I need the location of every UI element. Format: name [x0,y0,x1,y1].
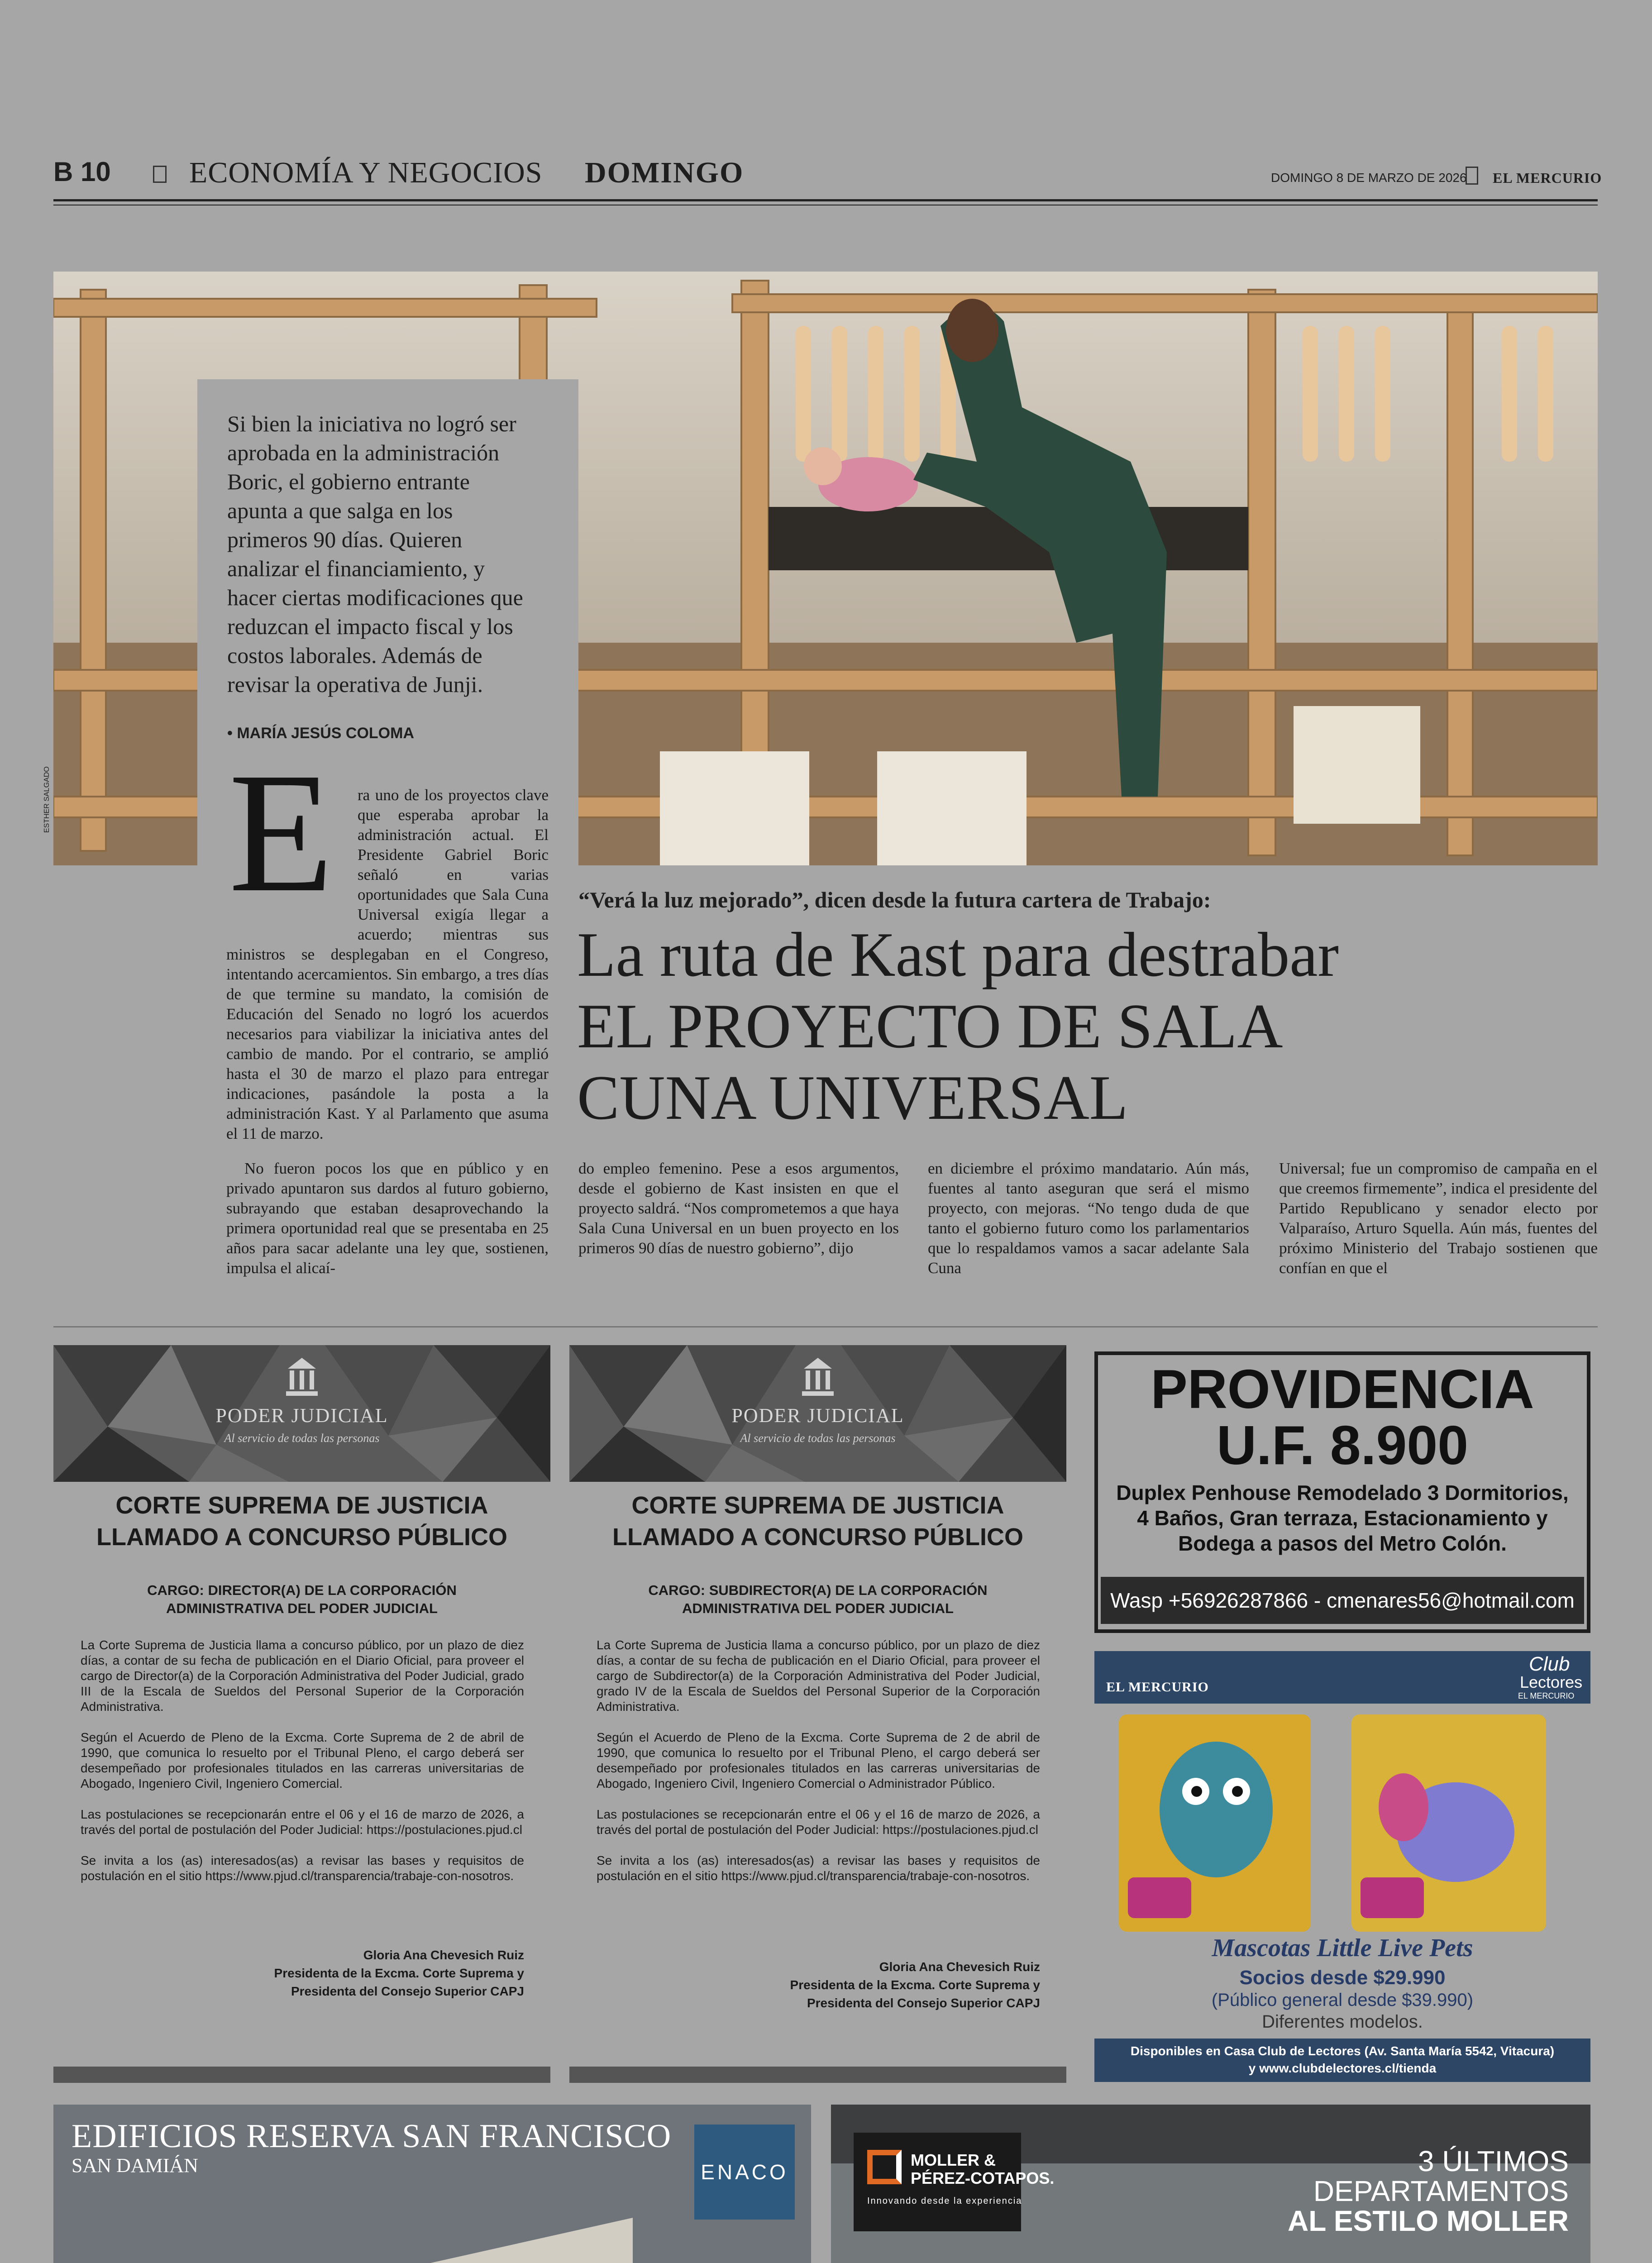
dropcap: E [229,737,334,928]
moller-brand-2: PÉREZ-COTAPOS. [911,2169,1055,2187]
club-paper: EL MERCURIO [1106,1680,1209,1695]
pj-sign-title-2: Presidenta del Consejo Superior CAPJ [291,1984,524,1998]
ad-club-lectores [1094,1651,1590,2082]
club-logo-1: Club [1529,1653,1570,1675]
section-title: ECONOMÍA Y NEGOCIOS [189,156,543,189]
photo-credit: ESTHER SALGADO [43,766,51,833]
moller-head-1: 3 ÚLTIMOS [1418,2145,1569,2177]
providencia-contact: Wasp +56926287866 - cmenares56@hotmail.com [1101,1577,1584,1624]
club-header-bar [1094,1651,1590,1704]
moller-tagline: Innovando desde la experiencia [867,2196,1022,2206]
ad-enaco [53,2105,811,2263]
pj-body-p1: La Corte Suprema de Justicia llama a concurso público, por un plazo de diez días, a contar de su fecha de publicación en el Diario Oficial, para proveer el cargo de Subdirector(a) de la Corporación Administrativa del Poder Judicial, grado IV de la Escala de Sueldos del Personal Superior de la Corporación Administrativa. [597,1638,1040,1714]
courthouse-icon [801,1358,835,1397]
pj-motto: Al servicio de todas las personas [224,1432,380,1445]
toy-elephant-box [1351,1714,1546,1932]
pj-sign-name: Gloria Ana Chevesich Ruiz [363,1948,524,1962]
article-col2: do empleo femenino. Pese a esos argumentos, desde el gobierno de Kast insisten en que el proyecto saldrá. “Nos comprometemos a que haya Sala Cuna Universal en un buen proyecto en los primeros 90 días de nuestro gobierno”, dijo [578,1160,899,1257]
pj-cargo-2: ADMINISTRATIVA DEL PODER JUDICIAL [166,1600,438,1616]
article-headline-2: EL PROYECTO DE SALA [577,991,1283,1061]
providencia-desc-2: 4 Baños, Gran terraza, Estacionamiento y [1137,1506,1548,1530]
moller-logo-icon [867,2150,902,2184]
club-logo-3: EL MERCURIO [1518,1691,1575,1700]
enaco-logo: ENACO [694,2125,795,2220]
pj-banner [569,1345,1066,1482]
pj-body-p1: La Corte Suprema de Justicia llama a concurso público, por un plazo de diez días, a contar de su fecha de publicación en el Diario Oficial, para proveer el cargo de Director(a) de la Corporación Administrativa del Poder Judicial, grado III de la Escala de Sueldos del Personal Superior de la Corporación Administrativa. [81,1638,524,1714]
club-price-general: (Público general desde $39.990) [1211,1990,1474,2010]
pj-cargo-2: ADMINISTRATIVA DEL PODER JUDICIAL [682,1600,954,1616]
club-footer-1: Disponibles en Casa Club de Lectores (Av. Santa María 5542, Vitacura) [1130,2044,1555,2058]
header-paper: EL MERCURIO [1493,170,1602,186]
ad-providencia [1094,1351,1590,1633]
moller-head-3: AL ESTILO MOLLER [1287,2205,1569,2237]
section-square-icon [153,166,167,183]
pj-bottom-bar [569,2067,1066,2083]
pj-sign-name: Gloria Ana Chevesich Ruiz [879,1960,1040,1974]
club-footer-2: y www.clubdelectores.cl/tienda [1248,2061,1437,2075]
header-date: DOMINGO 8 DE MARZO DE 2026 [1271,171,1467,185]
club-price-socios: Socios desde $29.990 [1239,1967,1446,1989]
pj-sign-title-2: Presidenta del Consejo Superior CAPJ [807,1996,1040,2010]
article-author: MARÍA JESÚS COLOMA [237,725,415,742]
header-rule [53,199,1598,201]
providencia-price: U.F. 8.900 [1216,1414,1469,1476]
article-col1-a-text: ra uno de los proyectos clave que esperaba aprobar la administración actual. El Presidente Gabriel Boric señaló en varias oportunidades que Sala Cuna Universal exigía llegar a acuerdo; mientras sus ministros se desplegaban en el Congreso, intentando acercamientos. Sin embargo, a tres días de que termine su mandato, la comisión de Educación del Senado no logró los acuerdos necesarios para viabilizar la iniciativa antes del cambio de mando. Por el contrario, se amplió hasta el 30 de marzo el plazo para entregar indicaciones, pasándole la posta a la administración Kast. Y al Parlamento que asuma el 11 de marzo. [226,786,549,1142]
courthouse-icon [285,1358,319,1397]
article-headline-1: La ruta de Kast para destrabar [577,920,1339,990]
providencia-desc-1: Duplex Penhouse Remodelado 3 Dormitorios, [1116,1481,1569,1504]
pj-body [81,1638,524,1899]
article-col4: Universal; fue un compromiso de campaña en el que creemos firmemente”, indica el presidente del Partido Republicano y senador electo por Valparaíso, Arturo Squella. Aún más, fuentes del próximo Ministerio del Trabajo sostienen que confían en que el [1279,1160,1598,1277]
pj-sign-title-1: Presidenta de la Excma. Corte Suprema y [790,1978,1040,1992]
pj-body-p4: Se invita a los (as) interesados(as) a revisar las bases y requisitos de postulación en el sitio https://www.pjud.cl/transparencia/trabaje-con-nosotros. [81,1853,524,1883]
enaco-title: EDIFICIOS RESERVA SAN FRANCISCO [72,2118,672,2155]
paper-square-icon [1466,167,1478,185]
ad-poder-judicial-subdirector [569,1345,1066,2083]
club-product: Mascotas Little Live Pets [1212,1934,1473,1962]
ad-moller-nogales [831,2105,1590,2263]
pj-body-p3: Las postulaciones se recepcionarán entre el 06 y el 16 de marzo de 2026, a través del portal de postulación del Poder Judicial: https://postulaciones.pjud.cl [597,1807,1040,1837]
page-number: B 10 [53,157,111,187]
pj-body [597,1638,1040,1899]
article-bottom-rule [53,1326,1598,1327]
pj-bottom-bar [53,2067,550,2083]
pj-sign-title-1: Presidenta de la Excma. Corte Suprema y [274,1966,524,1980]
section-day: DOMINGO [585,156,744,189]
pj-signature [597,1958,1040,2012]
providencia-desc-3: Bodega a pasos del Metro Colón. [1178,1532,1507,1555]
pj-body-p4: Se invita a los (as) interesados(as) a revisar las bases y requisitos de postulación en el sitio https://www.pjud.cl/transparencia/trabaje-con-nosotros. [597,1853,1040,1883]
enaco-subtitle: SAN DAMIÁN [72,2154,198,2177]
club-models: Diferentes modelos. [1262,2012,1423,2032]
article-kicker: “Verá la luz mejorado”, dicen desde la futura cartera de Trabajo: [578,887,1211,912]
article-author-line: • MARÍA JESÚS COLOMA [227,725,415,742]
toy-penguin-box [1119,1714,1311,1932]
pj-org: PODER JUDICIAL [731,1404,904,1427]
pj-banner [53,1345,550,1482]
providencia-title: PROVIDENCIA [1151,1358,1534,1420]
pj-org: PODER JUDICIAL [215,1404,388,1427]
pj-cargo-1: CARGO: DIRECTOR(A) DE LA CORPORACIÓN [147,1582,457,1598]
pj-title-2: LLAMADO A CONCURSO PÚBLICO [96,1523,507,1551]
club-logo-2: Lectores [1520,1673,1583,1691]
pj-cargo-1: CARGO: SUBDIRECTOR(A) DE LA CORPORACIÓN [648,1582,988,1598]
pj-motto: Al servicio de todas las personas [740,1432,896,1445]
pj-signature [81,1946,524,2000]
pj-body-p2: Según el Acuerdo de Pleno de la Excma. Corte Suprema de 2 de abril de 1990, que comunica lo resuelto por el Tribunal Pleno, el cargo deberá ser desempeñado por profesionales titulados en las carreras universitarias de Abogado, Ingeniero Civil, Ingeniero Comercial o Administrador Público. [597,1730,1040,1790]
pj-title-1: CORTE SUPREMA DE JUSTICIA [115,1492,488,1519]
pj-title-1: CORTE SUPREMA DE JUSTICIA [631,1492,1004,1519]
moller-head-2: DEPARTAMENTOS [1313,2175,1569,2207]
article-col3: en diciembre el próximo mandatario. Aún más, fuentes al tanto aseguran que será el mismo proyecto, con mejoras. “No tengo duda de que tanto el gobierno futuro como los parlamentarios que lo respaldamos vamos a sacar adelante Sala Cuna [928,1160,1249,1277]
pj-body-p3: Las postulaciones se recepcionarán entre el 06 y el 16 de marzo de 2026, a través del portal de postulación del Poder Judicial: https://postulaciones.pjud.cl [81,1807,524,1837]
article-col1-b: No fueron pocos los que en público y en privado apuntaron sus dardos al futuro gobierno, subrayando que estaban desaprovechando la primera oportunidad real que se presentaba en 25 años para sacar adelante una ley que, sostienen, impulsa el alicaí- [226,1160,549,1277]
ad-poder-judicial-director [53,1345,550,2083]
article-col1-a [226,785,549,1144]
article-headline-3: CUNA UNIVERSAL [577,1063,1128,1133]
moller-brand-1: MOLLER & [911,2151,996,2169]
pj-body-p2: Según el Acuerdo de Pleno de la Excma. Corte Suprema de 2 de abril de 1990, que comunica lo resuelto por el Tribunal Pleno, el cargo deberá ser desempeñado por profesionales titulados en las carreras universitarias de Abogado, Ingeniero Civil, Ingeniero Comercial. [81,1730,524,1790]
article-lead: Si bien la iniciativa no logró ser aprobada en la administración Boric, el gobierno entrante apunta a que salga en los primeros 90 días. Quieren analizar el financiamiento, y hacer ciertas modificaciones que reduzcan el impacto fiscal y los costos laborales. Además de revisar la operativa de Junji. [227,411,523,697]
pj-title-2: LLAMADO A CONCURSO PÚBLICO [612,1523,1023,1551]
